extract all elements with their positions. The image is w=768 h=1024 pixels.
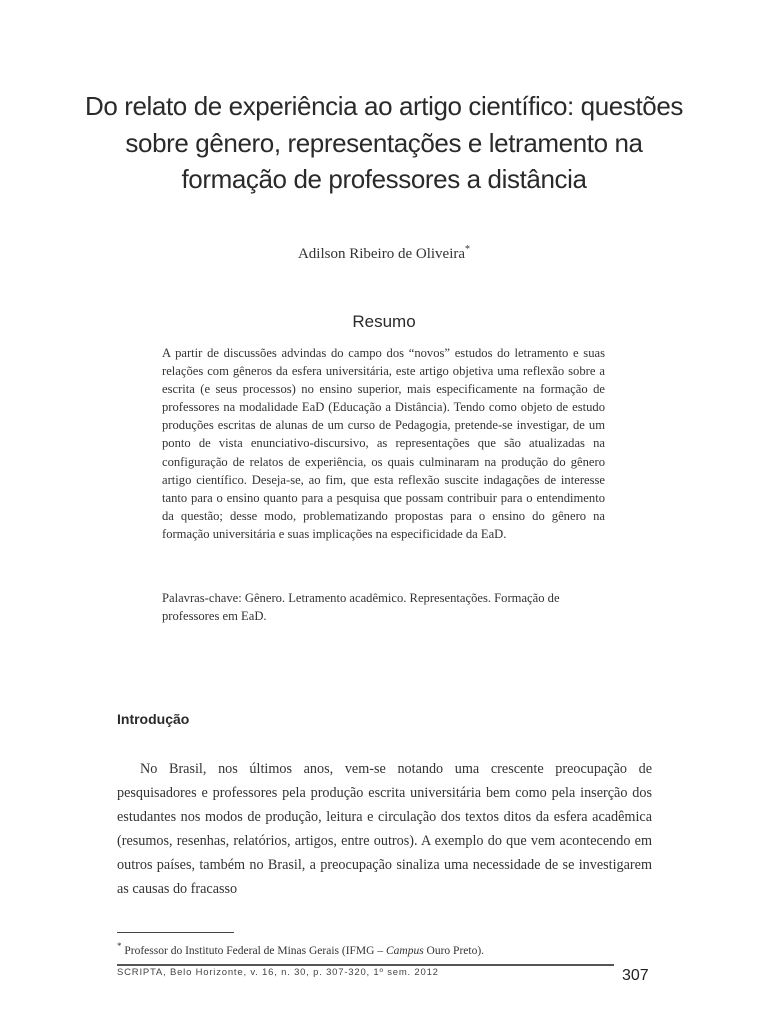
author-name: Adilson Ribeiro de Oliveira <box>297 246 466 262</box>
article-title: Do relato de experiência ao artigo científico: questões sobre gênero, representações e letramento na formação de professores a distância <box>84 91 684 194</box>
footnote-text-before: Professor do Instituto Federal de Minas Gerais (IFMG – <box>124 944 386 957</box>
abstract-heading: Resumo <box>352 312 416 331</box>
footnote <box>117 941 484 957</box>
footnote-text-italic: Campus <box>385 944 424 957</box>
footnote-divider <box>117 932 234 933</box>
footnote-mark: * <box>117 941 122 951</box>
running-footer: SCRIPTA, Belo Horizonte, v. 16, n. 30, p. 307-320, 1º sem. 2012 <box>117 967 439 978</box>
introduction-heading: Introdução <box>117 711 190 727</box>
keywords: Palavras-chave: Gênero. Letramento acadêmico. Representações. Formação de professores em EaD. <box>162 591 560 624</box>
author-footnote-mark: * <box>465 244 471 255</box>
author-line <box>0 244 768 263</box>
footer-divider <box>117 964 614 966</box>
footnote-text-after: Ouro Preto). <box>423 944 485 957</box>
abstract-text: A partir de discussões advindas do campo dos “novos” estudos do letramento e suas relações com gêneros da esfera universitária, este artigo objetiva uma reflexão sobre a escrita (e seus processos) no ensino superior, mais especificamente na formação de professores na modalidade EaD (Educação a Distância). Tendo como objeto de estudo produções escritas de alunas de um curso de Pedagogia, pretende-se investigar, de um ponto de vista enunciativo-discursivo, as representações que são atualizadas na configuração de relatos de experiência, os quais culminaram na produção do gênero artigo científico. Deseja-se, ao fim, que esta reflexão suscite indagações de interesse tanto para o ensino quanto para a pesquisa que possam contribuir para o entendimento da questão; desse modo, problematizando propostas para o ensino do gênero na formação universitária e suas implicações na especificidade da EaD. <box>162 346 605 541</box>
page-number: 307 <box>622 967 649 984</box>
introduction-paragraph: No Brasil, nos últimos anos, vem-se notando uma crescente preocupação de pesquisadores e professores pela produção escrita universitária bem como pela inserção dos estudantes nos modos de produção, leitura e circulação dos textos ditos da esfera acadêmica (resumos, resenhas, relatórios, artigos, entre outros). A exemplo do que vem acontecendo em outros países, também no Brasil, a preocupação sinaliza uma necessidade de se investigarem as causas do fracasso <box>117 761 652 898</box>
